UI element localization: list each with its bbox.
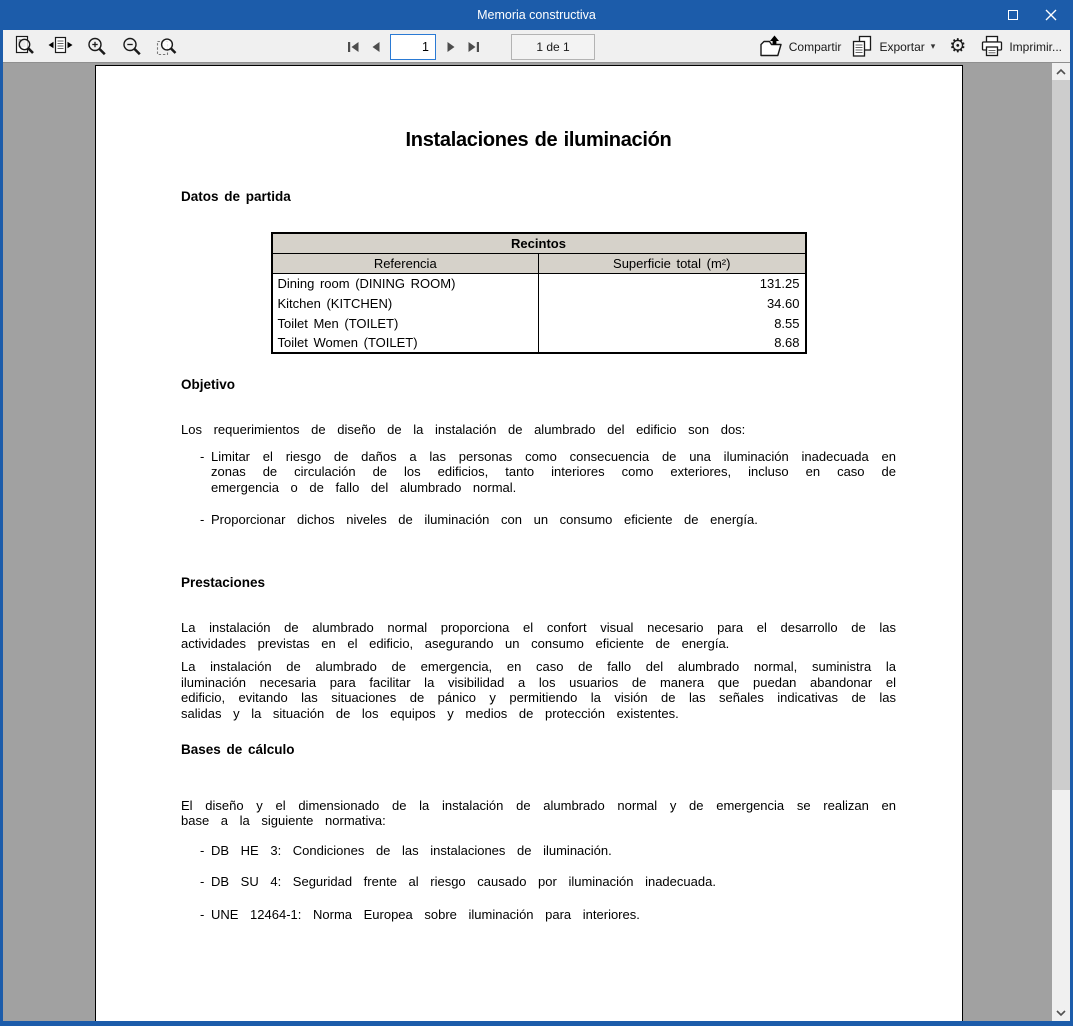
first-page-icon bbox=[346, 41, 360, 53]
list-item-text: Limitar el riesgo de daños a las personas como consecuencia de una iluminación inadecuada en zonas de circulación de los edificios, tanto interiores como exteriores, incluso en caso de emergencia o de fallo del alumbrado normal. bbox=[211, 448, 896, 495]
cell-referencia: Toilet Women (TOILET) bbox=[272, 333, 539, 353]
scrollbar-thumb[interactable] bbox=[1052, 80, 1070, 790]
cell-superficie: 34.60 bbox=[766, 295, 800, 311]
last-page-button[interactable] bbox=[462, 34, 485, 60]
zoom-out-button[interactable] bbox=[118, 33, 145, 60]
list-item bbox=[181, 512, 896, 528]
export-button[interactable] bbox=[850, 33, 935, 60]
column-header-referencia: Referencia bbox=[272, 253, 539, 273]
scroll-down-button[interactable] bbox=[1052, 1004, 1070, 1021]
list-item-text: Proporcionar dichos niveles de iluminación con un consumo eficiente de energía. bbox=[211, 512, 758, 528]
recintos-table bbox=[271, 232, 807, 354]
export-icon bbox=[850, 35, 874, 58]
zoom-in-button[interactable] bbox=[83, 33, 110, 60]
maximize-icon bbox=[1008, 10, 1018, 20]
section-heading-objetivo: Objetivo bbox=[181, 377, 236, 392]
column-header-superficie: Superficie total (m²) bbox=[539, 253, 806, 273]
window-title: Memoria constructiva bbox=[477, 8, 596, 22]
zoom-region-icon bbox=[155, 35, 178, 58]
table-row bbox=[272, 273, 806, 293]
previous-page-icon bbox=[370, 41, 382, 53]
titlebar[interactable] bbox=[3, 0, 1070, 30]
cell-referencia: Kitchen (KITCHEN) bbox=[272, 293, 539, 313]
objetivo-intro: Los requerimientos de diseño de la instalación de alumbrado del edificio son dos: bbox=[181, 422, 746, 437]
page-count-label: 1 de 1 bbox=[511, 34, 595, 60]
fit-page-icon bbox=[13, 35, 36, 58]
document-viewer bbox=[3, 63, 1070, 1021]
zoom-in-icon bbox=[86, 36, 108, 58]
cell-superficie: 131.25 bbox=[759, 275, 800, 291]
list-item bbox=[181, 907, 896, 923]
printer-icon bbox=[980, 35, 1004, 58]
export-dropdown-caret-icon: ▾ bbox=[930, 41, 936, 51]
close-button[interactable] bbox=[1032, 0, 1070, 30]
vertical-scrollbar[interactable] bbox=[1052, 63, 1070, 1021]
list-item bbox=[181, 449, 896, 496]
prestaciones-paragraph: La instalación de alumbrado normal proporciona el confort visual necesario para el desarrollo de las actividades previstas en el edificio, asegurando un consumo eficiente de energía. bbox=[181, 619, 896, 651]
bullet-marker: - bbox=[200, 448, 205, 464]
gear-icon: ⚙ bbox=[949, 35, 967, 57]
print-button[interactable] bbox=[980, 33, 1062, 60]
page-number-input[interactable] bbox=[390, 34, 436, 60]
bullet-marker: - bbox=[200, 906, 205, 922]
chevron-down-icon bbox=[1055, 1009, 1067, 1017]
page-content bbox=[96, 129, 962, 923]
table-title: Recintos bbox=[272, 233, 806, 253]
fit-width-button[interactable] bbox=[46, 33, 75, 60]
cell-superficie: 8.55 bbox=[774, 315, 800, 331]
table-row bbox=[272, 313, 806, 333]
prestaciones-paragraph: La instalación de alumbrado de emergencia, en caso de fallo del alumbrado normal, suministra la iluminación necesaria para facilitar la visibilidad a los usuarios de manera que puedan abandonar el edificio, evitando las situaciones de pánico y permitiendo la visión de las señales indicativas de las salidas y la situación de los equipos y medios de protección existentes. bbox=[181, 659, 896, 721]
document-title: Instalaciones de iluminación bbox=[405, 129, 672, 151]
settings-button[interactable] bbox=[944, 33, 971, 60]
next-page-icon bbox=[445, 41, 457, 53]
print-label: Imprimir... bbox=[1009, 39, 1062, 54]
cell-referencia: Toilet Men (TOILET) bbox=[272, 313, 539, 333]
export-label: Exportar bbox=[879, 39, 925, 54]
list-item bbox=[181, 874, 896, 890]
zoom-tools-group bbox=[11, 33, 180, 60]
bases-intro: El diseño y el dimensionado de la instalación de alumbrado normal y de emergencia se realizan en base a la siguiente normativa: bbox=[181, 797, 896, 829]
table-row bbox=[272, 333, 806, 353]
fit-width-icon bbox=[48, 35, 73, 58]
section-heading-bases-de-calculo: Bases de cálculo bbox=[181, 741, 295, 757]
bullet-marker: - bbox=[200, 512, 205, 528]
maximize-button[interactable] bbox=[994, 0, 1032, 30]
next-page-button[interactable] bbox=[439, 34, 462, 60]
share-label: Compartir bbox=[788, 39, 842, 54]
list-item-text: DB HE 3: Condiciones de las instalaciones de iluminación. bbox=[211, 842, 612, 858]
cell-referencia: Dining room (DINING ROOM) bbox=[272, 273, 539, 293]
last-page-icon bbox=[467, 41, 481, 53]
actions-group bbox=[759, 33, 1062, 60]
bullet-marker: - bbox=[200, 874, 205, 890]
share-icon bbox=[759, 35, 784, 58]
previous-page-button[interactable] bbox=[364, 34, 387, 60]
list-item-text: DB SU 4: Seguridad frente al riesgo causado por iluminación inadecuada. bbox=[211, 874, 716, 890]
list-item-text: UNE 12464-1: Norma Europea sobre iluminación para interiores. bbox=[211, 906, 640, 922]
list-item bbox=[181, 843, 896, 859]
cell-superficie: 8.68 bbox=[774, 335, 800, 350]
table-row bbox=[272, 293, 806, 313]
bullet-marker: - bbox=[200, 842, 205, 858]
zoom-region-button[interactable] bbox=[153, 33, 180, 60]
close-icon bbox=[1045, 9, 1057, 21]
document-page bbox=[95, 65, 963, 1021]
section-heading-prestaciones: Prestaciones bbox=[181, 574, 266, 590]
share-button[interactable] bbox=[759, 33, 842, 60]
section-heading-datos-de-partida: Datos de partida bbox=[181, 189, 291, 204]
page-navigation bbox=[341, 33, 595, 60]
scroll-up-button[interactable] bbox=[1052, 63, 1070, 80]
table-title-row bbox=[272, 233, 806, 253]
table-header-row bbox=[272, 253, 806, 273]
window-controls bbox=[994, 0, 1070, 30]
chevron-up-icon bbox=[1055, 68, 1067, 76]
zoom-out-icon bbox=[121, 36, 143, 58]
toolbar bbox=[3, 30, 1070, 63]
fit-page-button[interactable] bbox=[11, 33, 38, 60]
first-page-button[interactable] bbox=[341, 34, 364, 60]
